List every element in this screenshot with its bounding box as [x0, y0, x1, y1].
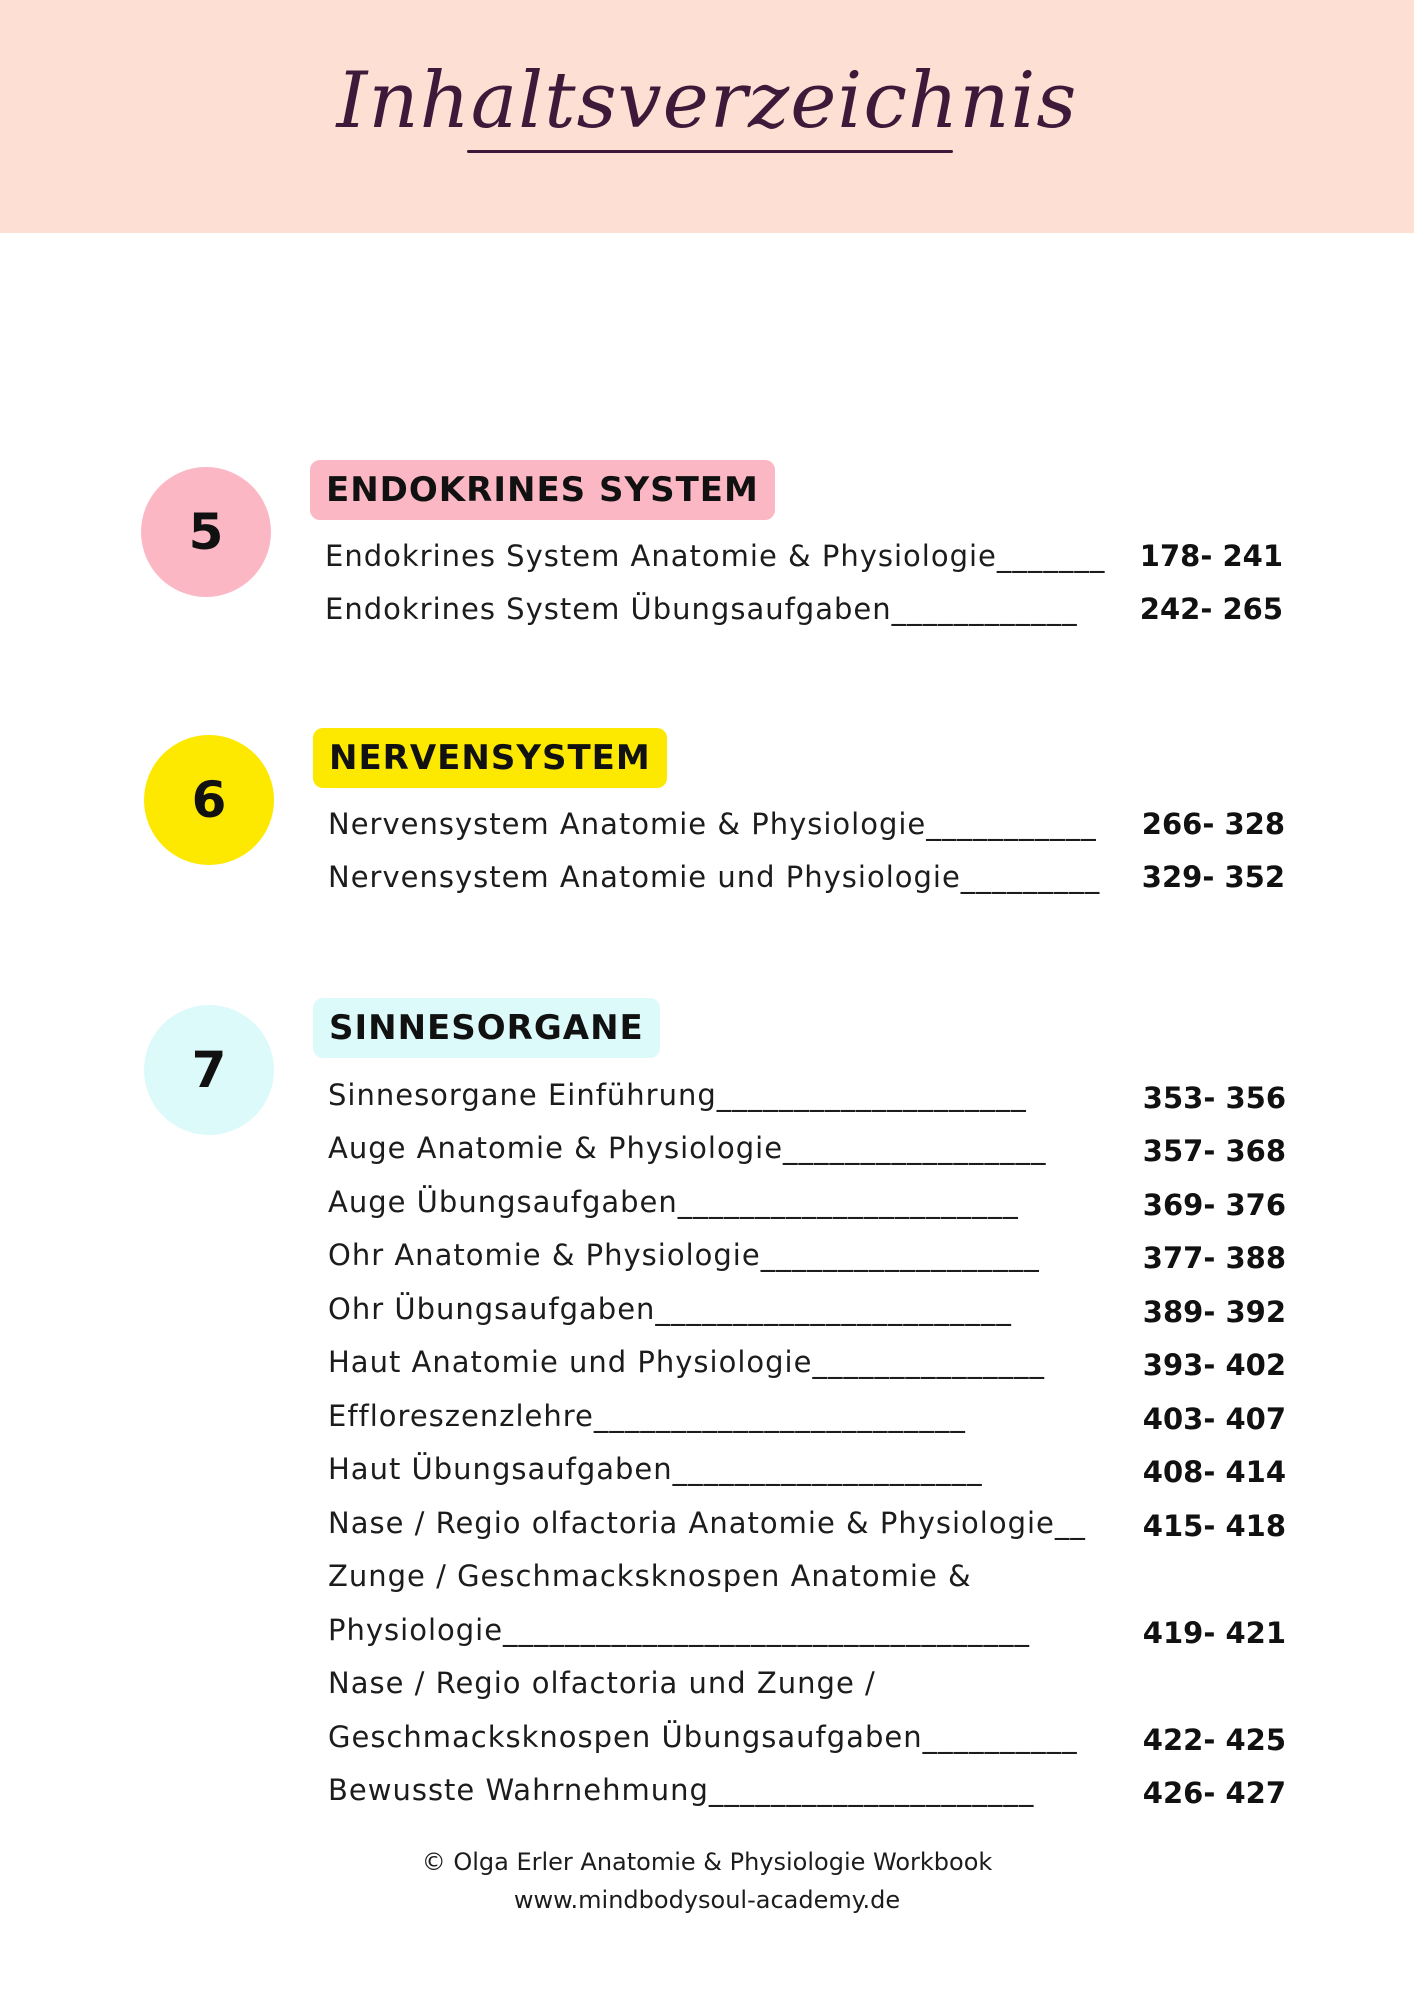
- footer-website[interactable]: www.mindbodysoul-academy.de: [513, 1886, 901, 1914]
- toc-entry-title[interactable]: Auge Anatomie & Physiologie_________________: [328, 1131, 1047, 1165]
- toc-entry-pages: 415- 418: [1142, 1509, 1286, 1543]
- toc-entry-pages: 353- 356: [1142, 1081, 1286, 1115]
- section-heading: SINNESORGANE: [313, 998, 660, 1058]
- toc-entry-pages: 403- 407: [1142, 1402, 1286, 1436]
- toc-entry-title[interactable]: Geschmacksknospen Übungsaufgaben__________: [328, 1720, 1078, 1754]
- section-number-badge: 5: [141, 467, 271, 597]
- toc-entry-title[interactable]: Sinnesorgane Einführung____________________: [328, 1078, 1027, 1112]
- toc-entry-title[interactable]: Haut Anatomie und Physiologie_______________: [328, 1345, 1045, 1379]
- toc-entry-pages: 389- 392: [1142, 1295, 1286, 1329]
- page-title: Inhaltsverzeichnis: [336, 56, 1078, 146]
- toc-entry-title[interactable]: Zunge / Geschmacksknospen Anatomie &: [328, 1559, 972, 1593]
- toc-entry-pages: 422- 425: [1142, 1723, 1286, 1757]
- section-heading: ENDOKRINES SYSTEM: [310, 460, 775, 520]
- footer-copyright: © Olga Erler Anatomie & Physiologie Workbook: [421, 1848, 993, 1876]
- toc-entry-title[interactable]: Endokrines System Anatomie & Physiologie_______: [325, 539, 1106, 573]
- toc-entry-title[interactable]: Haut Übungsaufgaben____________________: [328, 1452, 983, 1486]
- toc-entry-title[interactable]: Bewusste Wahrnehmung_____________________: [328, 1773, 1035, 1807]
- section-number-badge: 6: [144, 735, 274, 865]
- toc-entry-pages: 242- 265: [1139, 592, 1283, 626]
- toc-entry-title[interactable]: Effloreszenzlehre________________________: [328, 1399, 966, 1433]
- toc-entry-pages: 266- 328: [1141, 807, 1285, 841]
- section-heading: NERVENSYSTEM: [313, 728, 667, 788]
- toc-entry-pages: 408- 414: [1142, 1455, 1286, 1489]
- toc-entry-title[interactable]: Physiologie__________________________________: [328, 1613, 1031, 1647]
- toc-entry-pages: 377- 388: [1142, 1241, 1286, 1275]
- header-banner: [0, 0, 1414, 233]
- toc-entry-title[interactable]: Nervensystem Anatomie und Physiologie_________: [328, 860, 1101, 894]
- toc-entry-title[interactable]: Ohr Übungsaufgaben_______________________: [328, 1292, 1012, 1326]
- title-underline: [467, 150, 953, 153]
- toc-entry-title[interactable]: Auge Übungsaufgaben______________________: [328, 1185, 1019, 1219]
- toc-entry-pages: 357- 368: [1142, 1134, 1286, 1168]
- toc-entry-title[interactable]: Endokrines System Übungsaufgaben____________: [325, 592, 1078, 626]
- toc-entry-title[interactable]: Ohr Anatomie & Physiologie__________________: [328, 1238, 1040, 1272]
- toc-entry-pages: 393- 402: [1142, 1348, 1286, 1382]
- toc-entry-pages: 419- 421: [1142, 1616, 1286, 1650]
- toc-entry-title[interactable]: Nase / Regio olfactoria Anatomie & Physiologie__: [328, 1506, 1086, 1540]
- toc-entry-pages: 178- 241: [1139, 539, 1283, 573]
- toc-entry-title[interactable]: Nervensystem Anatomie & Physiologie___________: [328, 807, 1097, 841]
- section-number-badge: 7: [144, 1005, 274, 1135]
- toc-entry-pages: 329- 352: [1141, 860, 1285, 894]
- toc-entry-pages: 426- 427: [1142, 1776, 1286, 1810]
- toc-entry-title[interactable]: Nase / Regio olfactoria und Zunge /: [328, 1666, 876, 1700]
- toc-entry-pages: 369- 376: [1142, 1188, 1286, 1222]
